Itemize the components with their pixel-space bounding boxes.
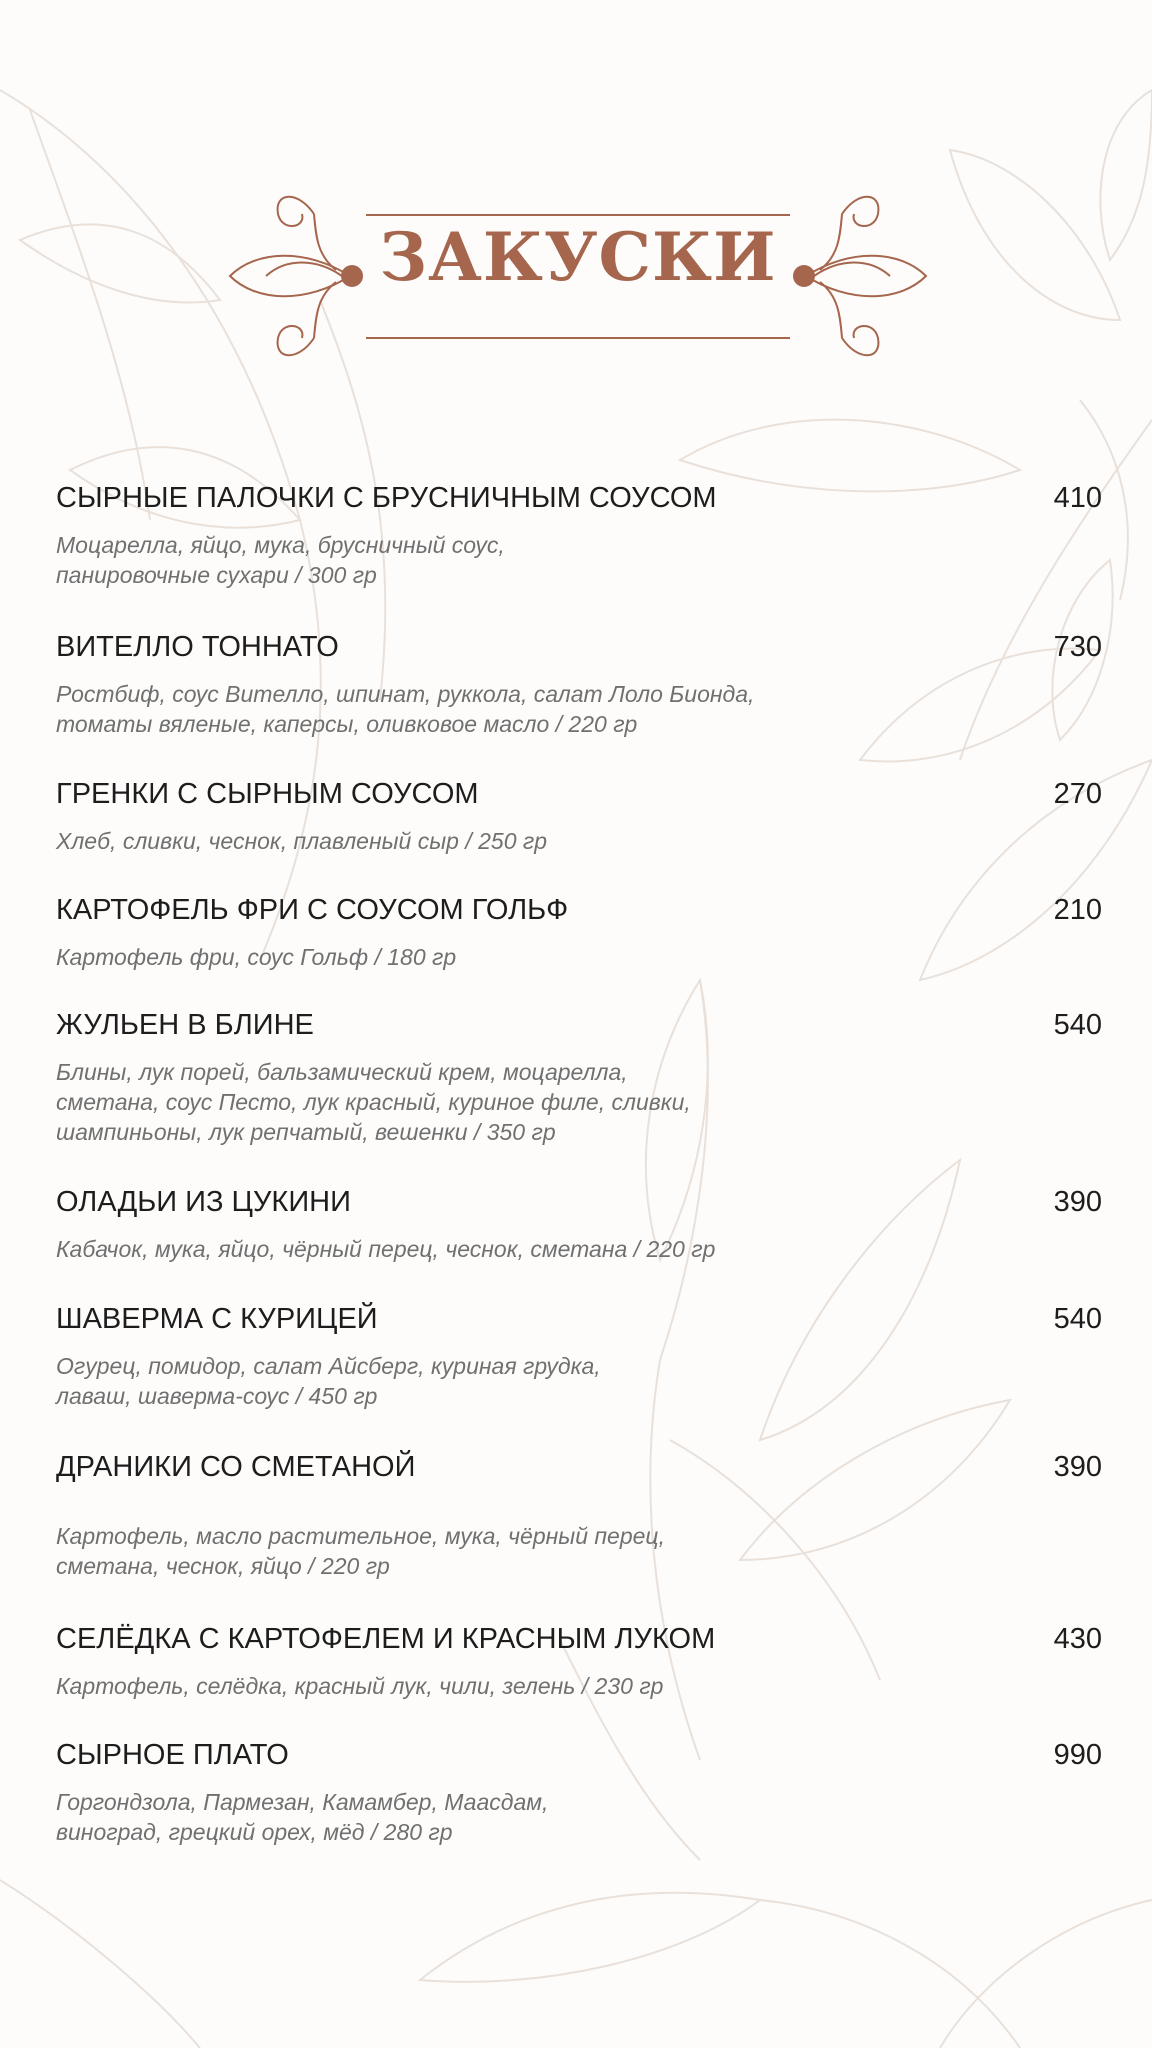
menu-item-name: СЫРНОЕ ПЛАТО — [56, 1739, 289, 1771]
menu-item-name: ШАВЕРМА С КУРИЦЕЙ — [56, 1303, 378, 1335]
menu-item-price: 270 — [1053, 778, 1102, 810]
menu-item-description: Кабачок, мука, яйцо, чёрный перец, чеснок, сметана / 220 гр — [56, 1236, 716, 1262]
menu-item-name: КАРТОФЕЛЬ ФРИ С СОУСОМ ГОЛЬФ — [56, 894, 569, 926]
page-title: ЗАКУСКИ — [379, 218, 777, 296]
menu-item-name: ВИТЕЛЛО ТОННАТО — [56, 631, 339, 663]
menu-header — [226, 188, 930, 368]
menu-item-description: Картофель, селёдка, красный лук, чили, зелень / 230 гр — [56, 1673, 664, 1699]
menu-item-description: Картофель, масло растительное, мука, чёрный перец, сметана, чеснок, яйцо / 220 гр — [56, 1523, 665, 1579]
menu-item-name: ДРАНИКИ СО СМЕТАНОЙ — [56, 1451, 416, 1483]
menu-item-price: 390 — [1053, 1186, 1102, 1218]
menu-item-description: Картофель фри, соус Гольф / 180 гр — [56, 944, 457, 970]
menu-item-description: Ростбиф, соус Вителло, шпинат, руккола, салат Лоло Бионда, томаты вяленые, каперсы, оливковое масло / 220 гр — [56, 681, 755, 737]
menu-item-price: 540 — [1053, 1303, 1102, 1335]
menu-item-description: Блины, лук порей, бальзамический крем, моцарелла, сметана, соус Песто, лук красный, куриное филе, сливки, шампиньоны, лук репчатый, вешенки / 350 гр — [56, 1059, 691, 1145]
menu-item-price: 430 — [1053, 1623, 1102, 1655]
menu-item-price: 410 — [1053, 482, 1102, 514]
menu-item-price: 990 — [1053, 1739, 1102, 1771]
menu-item-description: Горгондзола, Пармезан, Камамбер, Маасдам, виноград, грецкий орех, мёд / 280 гр — [56, 1789, 549, 1845]
menu-item-description: Хлеб, сливки, чеснок, плавленый сыр / 250 гр — [56, 828, 548, 854]
menu-item-price: 730 — [1053, 631, 1102, 663]
menu-item-name: ОЛАДЬИ ИЗ ЦУКИНИ — [56, 1186, 351, 1218]
menu-item-price: 540 — [1053, 1009, 1102, 1041]
menu-item-name: СЫРНЫЕ ПАЛОЧКИ С БРУСНИЧНЫМ СОУСОМ — [56, 482, 717, 514]
menu-item-price: 210 — [1053, 894, 1102, 926]
menu-item-price: 390 — [1053, 1451, 1102, 1483]
menu-item-description: Моцарелла, яйцо, мука, брусничный соус, панировочные сухари / 300 гр — [56, 532, 505, 588]
menu-item-name: СЕЛЁДКА С КАРТОФЕЛЕМ И КРАСНЫМ ЛУКОМ — [56, 1623, 716, 1655]
menu-item-name: ЖУЛЬЕН В БЛИНЕ — [56, 1009, 314, 1041]
menu-item-name: ГРЕНКИ С СЫРНЫМ СОУСОМ — [56, 778, 479, 810]
menu-item-description: Огурец, помидор, салат Айсберг, куриная грудка, лаваш, шаверма-соус / 450 гр — [56, 1353, 601, 1409]
